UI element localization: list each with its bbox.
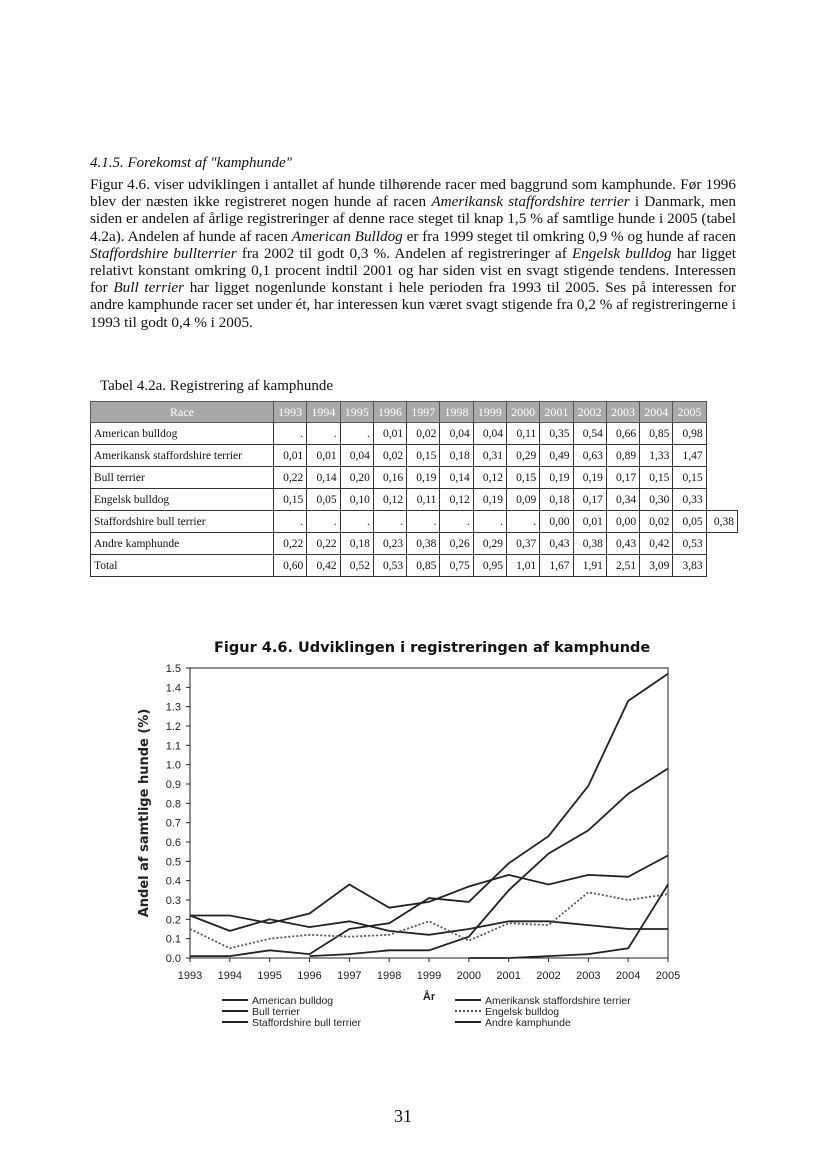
legend-label: Staffordshire bull terrier: [252, 1017, 361, 1029]
table-cell: 0,19: [573, 467, 606, 489]
table-cell: 0,02: [407, 423, 440, 445]
series-line-bull-terrier: [190, 916, 668, 935]
table-cell: 0,02: [373, 445, 406, 467]
table-cell: 0,29: [506, 445, 539, 467]
x-tick-label: 1996: [297, 970, 322, 982]
table-cell: 0,49: [540, 445, 573, 467]
table-cell: 0,43: [606, 533, 639, 555]
table-cell: 0,30: [640, 489, 673, 511]
row-label: American bulldog: [91, 423, 274, 445]
table-cell: 0,20: [340, 467, 373, 489]
table-cell: 0,42: [640, 533, 673, 555]
table-cell: 0,17: [606, 467, 639, 489]
table-cell: 0,02: [640, 511, 673, 533]
paragraph-italic-term: Amerikansk staffordshire terrier: [431, 193, 630, 211]
header-year: 1994: [307, 402, 340, 423]
table-cell: 0,14: [440, 467, 473, 489]
header-race: Race: [91, 402, 274, 423]
table-cell: 3,09: [640, 555, 673, 577]
table-cell: 0,33: [673, 489, 706, 511]
table-cell: 0,22: [274, 467, 307, 489]
y-tick-label: 0.1: [165, 933, 181, 946]
table-cell: 0,52: [340, 555, 373, 577]
x-tick-label: 1995: [257, 970, 282, 982]
figure-title: Figur 4.6. Udviklingen i registreringen af kamphunde: [214, 640, 651, 656]
x-tick-label: 1993: [177, 970, 203, 982]
table-cell: 0,00: [540, 511, 573, 533]
header-year: 1993: [274, 402, 307, 423]
series-line-amerikansk-staffordshire-terrier: [190, 674, 668, 956]
table-cell: 0,89: [606, 445, 639, 467]
y-tick-label: 1.2: [165, 721, 181, 733]
paragraph-italic-term: American Bulldog: [291, 227, 403, 245]
y-tick-label: 0.0: [165, 953, 181, 965]
y-tick-label: 1.4: [165, 682, 181, 695]
table-header-row: [91, 402, 738, 423]
table-cell: 0,15: [274, 489, 307, 511]
legend-label: Engelsk bulldog: [485, 1006, 560, 1018]
table-cell: 1,67: [540, 555, 573, 577]
table-row: [91, 555, 738, 577]
table-row: [91, 533, 738, 555]
table-cell: 0,34: [606, 489, 639, 511]
series-line-andre-kamphunde: [190, 856, 668, 924]
table-cell: .: [506, 511, 539, 533]
x-tick-label: 2004: [615, 970, 641, 982]
legend-label: American bulldog: [252, 995, 334, 1007]
row-label: Staffordshire bull terrier: [91, 511, 274, 533]
paragraph-italic-term: Staffordshire bullterrier: [90, 244, 237, 262]
table-cell: 0,66: [606, 423, 639, 445]
paragraph-text-run: har ligget relativt konstant omkring 0,1 procent indtil 2001 og har siden vist en svagt stigende tendens. Interessen for: [90, 244, 736, 297]
table-cell: 0,22: [274, 533, 307, 555]
table-cell: .: [473, 511, 506, 533]
y-tick-label: 1.1: [165, 740, 181, 753]
series-line-engelsk-bulldog: [190, 892, 668, 948]
table-cell: 0,26: [440, 533, 473, 555]
table-row: [91, 423, 738, 445]
row-label: Engelsk bulldog: [91, 489, 274, 511]
x-tick-label: 2000: [456, 970, 482, 982]
y-tick-label: 0.7: [165, 817, 181, 830]
y-tick-label: 0.4: [165, 875, 181, 888]
table-row: [91, 467, 738, 489]
legend-label: Amerikansk staffordshire terrier: [485, 995, 631, 1007]
x-tick-label: 2001: [496, 970, 521, 982]
table-body: [91, 423, 738, 577]
table-cell: 0,01: [274, 445, 307, 467]
row-label: Amerikansk staffordshire terrier: [91, 445, 274, 467]
table-cell: 0,63: [573, 445, 606, 467]
table-cell: 0,53: [373, 555, 406, 577]
table-cell: 0,60: [274, 555, 307, 577]
x-tick-label: 2005: [655, 970, 681, 982]
legend-label: Andre kamphunde: [485, 1017, 571, 1029]
table-cell: 1,01: [506, 555, 539, 577]
table-cell: 0,19: [473, 489, 506, 511]
x-tick-label: 1994: [217, 970, 243, 982]
x-tick-label: 1999: [416, 970, 442, 982]
y-tick-label: 0.9: [165, 779, 181, 791]
table-cell: 0,04: [473, 423, 506, 445]
table-cell: 0,38: [407, 533, 440, 555]
x-tick-label: 1998: [376, 970, 402, 982]
table-cell: .: [307, 423, 340, 445]
table-row: [91, 511, 738, 533]
legend-label: Bull terrier: [252, 1006, 300, 1018]
table-cell: 0,12: [373, 489, 406, 511]
table-cell: 1,47: [673, 445, 706, 467]
table-cell: 0,01: [573, 511, 606, 533]
header-year: 2005: [673, 402, 706, 423]
table-cell: 0,35: [540, 423, 573, 445]
y-tick-label: 0.2: [165, 914, 181, 927]
table-cell: 0,31: [473, 445, 506, 467]
table-cell: 0,18: [340, 533, 373, 555]
row-label: Total: [91, 555, 274, 577]
table-cell: 0,15: [673, 467, 706, 489]
header-year: 2002: [573, 402, 606, 423]
table-cell: 0,17: [573, 489, 606, 511]
table-cell: 0,12: [440, 489, 473, 511]
y-tick-label: 1.5: [165, 663, 181, 675]
table-cell: 0,16: [373, 467, 406, 489]
header-year: 1996: [373, 402, 406, 423]
table-row: [91, 489, 738, 511]
header-year: 1998: [440, 402, 473, 423]
paragraph-text-run: fra 2002 til godt 0,3 %. Andelen af registreringer af: [236, 244, 572, 262]
header-year: 1997: [407, 402, 440, 423]
header-year: 2003: [606, 402, 639, 423]
paragraph-text-run: i Danmark, men siden er andelen af årlige registreringer af denne race steget til knap 1,5 % af samtlige hunde i 2005 (tabel 4.2a). Andelen af hunde af racen: [90, 193, 736, 245]
header-year: 2000: [506, 402, 539, 423]
table-cell: 0,19: [407, 467, 440, 489]
paragraph-italic-term: Bull terrier: [113, 279, 185, 297]
table-cell: 0,10: [340, 489, 373, 511]
table-cell: 0,01: [373, 423, 406, 445]
series-line-staffordshire-bull-terrier: [469, 885, 668, 959]
table-cell: 0,09: [506, 489, 539, 511]
y-tick-label: 0.6: [165, 837, 181, 849]
table-cell: 0,05: [307, 489, 340, 511]
x-axis-label: År: [422, 991, 436, 1003]
table-cell: .: [340, 423, 373, 445]
header-year: 2004: [640, 402, 673, 423]
paragraph-text-run: har ligget nogenlunde konstant i hele perioden fra 1993 til 2005. Ses på interessen for andre kamphunde racer set under ét, har interessen kun været svagt stigende fra 0,2 % af registreringerne i 1993 til godt 0,4 % i 2005.: [90, 279, 736, 331]
table-cell: 0,75: [440, 555, 473, 577]
plot-area: [190, 668, 668, 958]
table-cell: 0,12: [473, 467, 506, 489]
table-cell: 0,98: [673, 423, 706, 445]
table-cell: 0,04: [340, 445, 373, 467]
table-cell: 2,51: [606, 555, 639, 577]
table-cell: 1,33: [640, 445, 673, 467]
table-cell: 0,11: [506, 423, 539, 445]
table-cell: 0,38: [706, 511, 737, 533]
table-cell: 0,23: [373, 533, 406, 555]
table-cell: 0,05: [673, 511, 706, 533]
table-cell: 0,00: [606, 511, 639, 533]
table-cell: 0,15: [640, 467, 673, 489]
table-cell: 0,38: [573, 533, 606, 555]
table-cell: 0,37: [506, 533, 539, 555]
table-caption: Tabel 4.2a. Registrering af kamphunde: [100, 378, 334, 394]
x-tick-label: 2003: [576, 970, 601, 982]
table-cell: 0,18: [440, 445, 473, 467]
page-number: 31: [394, 1106, 412, 1126]
paragraph-italic-term: Engelsk bulldog: [571, 244, 672, 262]
table-cell: 0,42: [307, 555, 340, 577]
table-cell: 0,85: [407, 555, 440, 577]
y-tick-label: 0.3: [165, 895, 181, 907]
x-tick-label: 2002: [536, 970, 561, 982]
table-row: [91, 445, 738, 467]
header-year: 1995: [340, 402, 373, 423]
table-cell: 0,19: [540, 467, 573, 489]
y-axis-label: Andel af samtlige hunde (%): [137, 708, 152, 918]
y-tick-label: 0.8: [165, 798, 181, 811]
table-cell: 0,18: [540, 489, 573, 511]
header-year: 2001: [540, 402, 573, 423]
y-tick-label: 1.3: [165, 701, 181, 714]
table-cell: .: [373, 511, 406, 533]
table-cell: .: [274, 511, 307, 533]
section-paragraph: [90, 176, 736, 331]
table-cell: .: [307, 511, 340, 533]
table-cell: 0,53: [673, 533, 706, 555]
row-label: Andre kamphunde: [91, 533, 274, 555]
table-cell: 0,15: [407, 445, 440, 467]
table-cell: 0,54: [573, 423, 606, 445]
table-cell: .: [440, 511, 473, 533]
table-cell: .: [274, 423, 307, 445]
header-year: 1999: [473, 402, 506, 423]
table-cell: 1,91: [573, 555, 606, 577]
table-cell: 0,14: [307, 467, 340, 489]
table-cell: 0,85: [640, 423, 673, 445]
y-tick-label: 1.0: [165, 759, 181, 772]
table-cell: 0,01: [307, 445, 340, 467]
table-cell: 0,43: [540, 533, 573, 555]
table-cell: 0,29: [473, 533, 506, 555]
registration-table: [90, 401, 738, 577]
x-tick-label: 1997: [337, 970, 362, 982]
line-chart: [110, 660, 710, 1060]
table-cell: 0,15: [506, 467, 539, 489]
row-label: Bull terrier: [91, 467, 274, 489]
table-cell: 3,83: [673, 555, 706, 577]
table-cell: .: [407, 511, 440, 533]
table-cell: .: [340, 511, 373, 533]
y-tick-label: 0.5: [165, 856, 181, 869]
table-cell: 0,22: [307, 533, 340, 555]
section-heading: 4.1.5. Forekomst af "kamphunde": [90, 155, 293, 171]
table-cell: 0,95: [473, 555, 506, 577]
table-cell: 0,04: [440, 423, 473, 445]
table-cell: 0,11: [407, 489, 440, 511]
paragraph-text-run: Figur 4.6. viser udviklingen i antallet af hunde tilhørende racer med baggrund som kamphunde. Før 1996 blev der næsten ikke registreret nogen hunde af racen: [90, 176, 736, 211]
paragraph-text-run: er fra 1999 steget til omkring 0,9 % og hunde af racen: [402, 227, 736, 245]
